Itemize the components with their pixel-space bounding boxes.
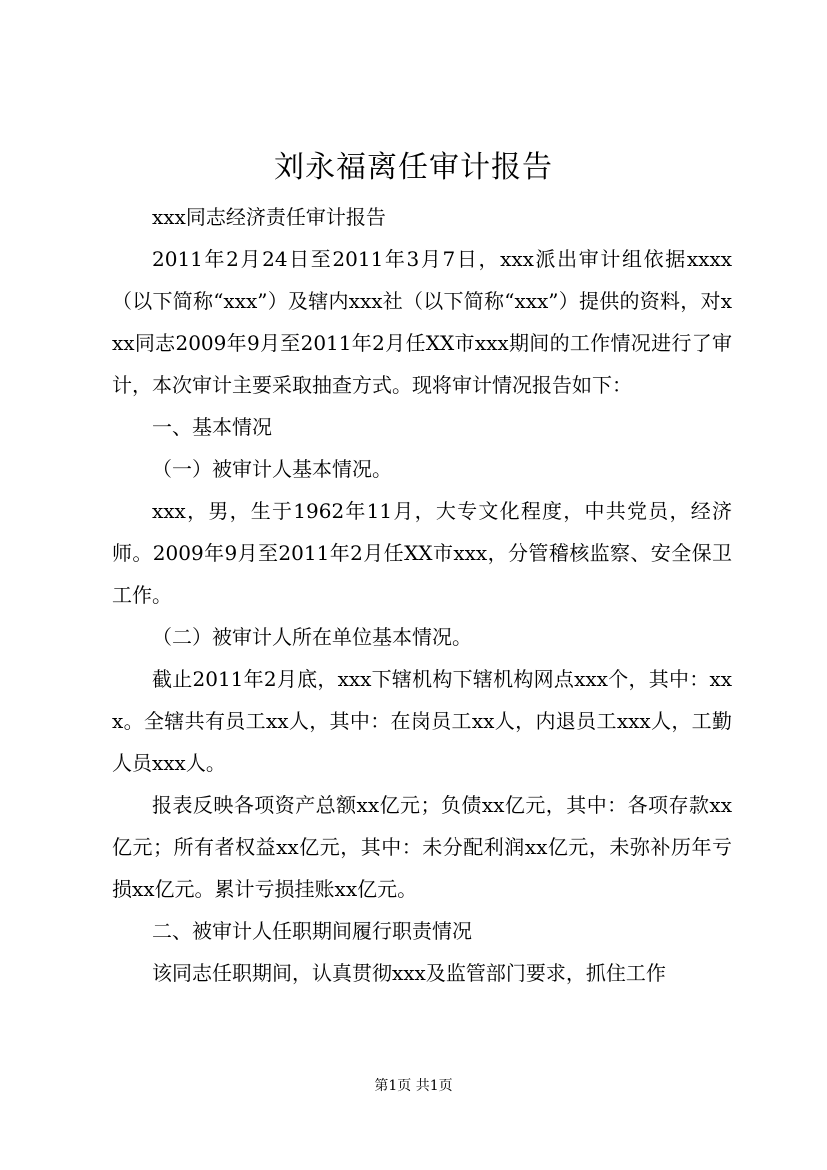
page-footer: 第1页 共1页 — [374, 1078, 453, 1094]
section-heading-duties: 二、被审计人任职期间履行职责情况 — [152, 919, 472, 943]
paragraph-audit-intro: 2011年2月24日至2011年3月7日，xxx派出审计组依据xxxx（以下简称“xxx”）及辖内xxx社（以下简称“xxx”）提供的资料，对xxx同志2009年9月至2011年2月任XX市xxx期间的工作情况进行了审计，本次审计主要采取抽查方式。现将审计情况报告如下： — [112, 247, 732, 397]
paragraph-report-heading: xxx同志经济责任审计报告 — [152, 205, 386, 229]
paragraph-financials: 报表反映各项资产总额xx亿元；负债xx亿元，其中：各项存款xx亿元；所有者权益xx亿元，其中：未分配利润xx亿元，未弥补历年亏损xx亿元。累计亏损挂账xx亿元。 — [112, 793, 732, 901]
document-body — [112, 196, 732, 994]
paragraph-auditee-profile: xxx，男，生于1962年11月，大专文化程度，中共党员，经济师。2009年9月至2011年2月任XX市xxx，分管稽核监察、安全保卫工作。 — [112, 499, 732, 607]
document-title: 刘永福离任审计报告 — [274, 150, 553, 185]
section-heading-basic-info: 一、基本情况 — [152, 415, 272, 439]
subsection-heading-auditee-info: （一）被审计人基本情况。 — [152, 457, 392, 481]
paragraph-duties-start: 该同志任职期间，认真贯彻xxx及监管部门要求，抓住工作 — [152, 961, 666, 985]
subsection-heading-unit-info: （二）被审计人所在单位基本情况。 — [152, 625, 472, 649]
paragraph-unit-staff: 截止2011年2月底，xxx下辖机构下辖机构网点xxx个，其中：xxx。全辖共有员工xx人，其中：在岗员工xx人，内退员工xxx人，工勤人员xxx人。 — [112, 667, 732, 775]
